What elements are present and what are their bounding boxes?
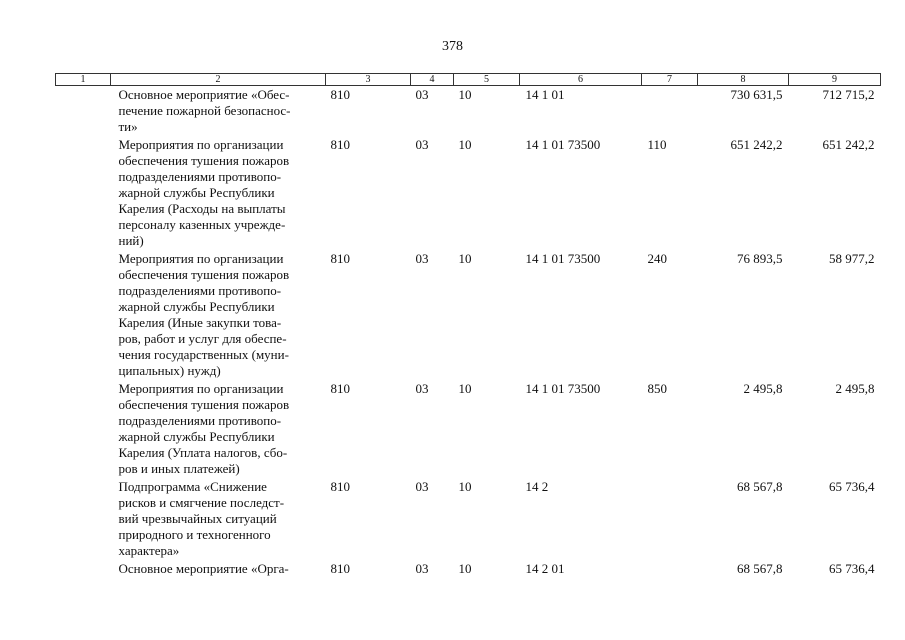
subsection-code-cell: 10: [458, 251, 472, 266]
section-code-cell: 03: [415, 479, 429, 494]
table-row: [56, 86, 881, 137]
expense-type-cell: [642, 560, 698, 578]
column-header: 4: [411, 74, 454, 86]
page-number: 378: [442, 39, 463, 54]
target-article-cell: 14 1 01 73500: [525, 381, 601, 396]
amount-cell: 65 736,4: [829, 561, 875, 576]
item-name-cell: Основное мероприятие «Орга-: [118, 561, 289, 576]
ministry-code-cell: 810: [330, 381, 350, 396]
column-number-header: [56, 74, 881, 86]
ministry-code-cell: 810: [330, 137, 350, 152]
amount-cell: 651 242,2: [730, 137, 783, 152]
row-number-cell: [56, 136, 111, 250]
subsection-code-cell: 10: [458, 137, 472, 152]
subsection-code-cell: 10: [458, 87, 472, 102]
amount-cell: 712 715,2: [822, 87, 875, 102]
ministry-code-cell: 810: [330, 561, 350, 576]
section-code-cell: 03: [415, 87, 429, 102]
table-row: [56, 250, 881, 380]
row-number-cell: [56, 86, 111, 137]
amount-cell: 58 977,2: [829, 251, 875, 266]
amount-cell: 68 567,8: [737, 561, 783, 576]
subsection-code-cell: 10: [458, 479, 472, 494]
column-header: 6: [520, 74, 642, 86]
item-name-cell: Мероприятия по организации обеспечения тушения пожаров подразделениями противопо- жарной службы Республики Карелия (Иные закупки това- ров, работ и услуг для обеспе- чения государственных (муни- ципальных) нужд): [118, 251, 290, 378]
amount-cell: 65 736,4: [829, 479, 875, 494]
item-name-cell: Мероприятия по организации обеспечения тушения пожаров подразделениями противопо- жарной службы Республики Карелия (Расходы на выплаты персоналу казенных учрежде- ний): [118, 137, 290, 248]
table-body: [56, 86, 881, 579]
column-header: 1: [56, 74, 111, 86]
row-number-cell: [56, 380, 111, 478]
item-name-cell: Мероприятия по организации обеспечения тушения пожаров подразделениями противопо- жарной службы Республики Карелия (Уплата налогов, сбо- ров и иных платежей): [118, 381, 290, 476]
column-header: 9: [789, 74, 881, 86]
amount-cell: 2 495,8: [743, 381, 783, 396]
table-row: [56, 136, 881, 250]
expense-type-cell: [642, 86, 698, 137]
expense-type-cell: [642, 478, 698, 560]
ministry-code-cell: 810: [330, 251, 350, 266]
amount-cell: 651 242,2: [822, 137, 875, 152]
section-code-cell: 03: [415, 137, 429, 152]
amount-cell: 76 893,5: [737, 251, 783, 266]
expense-type-cell: 850: [647, 381, 667, 396]
expense-type-cell: 110: [647, 137, 667, 152]
row-number-cell: [56, 560, 111, 578]
section-code-cell: 03: [415, 561, 429, 576]
subsection-code-cell: 10: [458, 561, 472, 576]
target-article-cell: 14 2: [525, 479, 549, 494]
target-article-cell: 14 1 01 73500: [525, 251, 601, 266]
amount-cell: 68 567,8: [737, 479, 783, 494]
subsection-code-cell: 10: [458, 381, 472, 396]
section-code-cell: 03: [415, 381, 429, 396]
amount-cell: 2 495,8: [835, 381, 875, 396]
column-header: 3: [326, 74, 411, 86]
item-name-cell: Подпрограмма «Снижение рисков и смягчение последст- вий чрезвычайных ситуаций природного и техногенного характера»: [118, 479, 285, 558]
ministry-code-cell: 810: [330, 87, 350, 102]
table-row: [56, 560, 881, 578]
target-article-cell: 14 1 01 73500: [525, 137, 601, 152]
target-article-cell: 14 1 01: [525, 87, 565, 102]
column-header: 2: [111, 74, 326, 86]
budget-table: [55, 73, 881, 578]
item-name-cell: Основное мероприятие «Обес- печение пожарной безопаснос- ти»: [118, 87, 291, 134]
target-article-cell: 14 2 01: [525, 561, 565, 576]
amount-cell: 730 631,5: [730, 87, 783, 102]
column-header: 5: [454, 74, 520, 86]
table-row: [56, 380, 881, 478]
ministry-code-cell: 810: [330, 479, 350, 494]
expense-type-cell: 240: [647, 251, 667, 266]
row-number-cell: [56, 250, 111, 380]
table-row: [56, 478, 881, 560]
row-number-cell: [56, 478, 111, 560]
column-header: 8: [698, 74, 789, 86]
section-code-cell: 03: [415, 251, 429, 266]
column-header: 7: [642, 74, 698, 86]
